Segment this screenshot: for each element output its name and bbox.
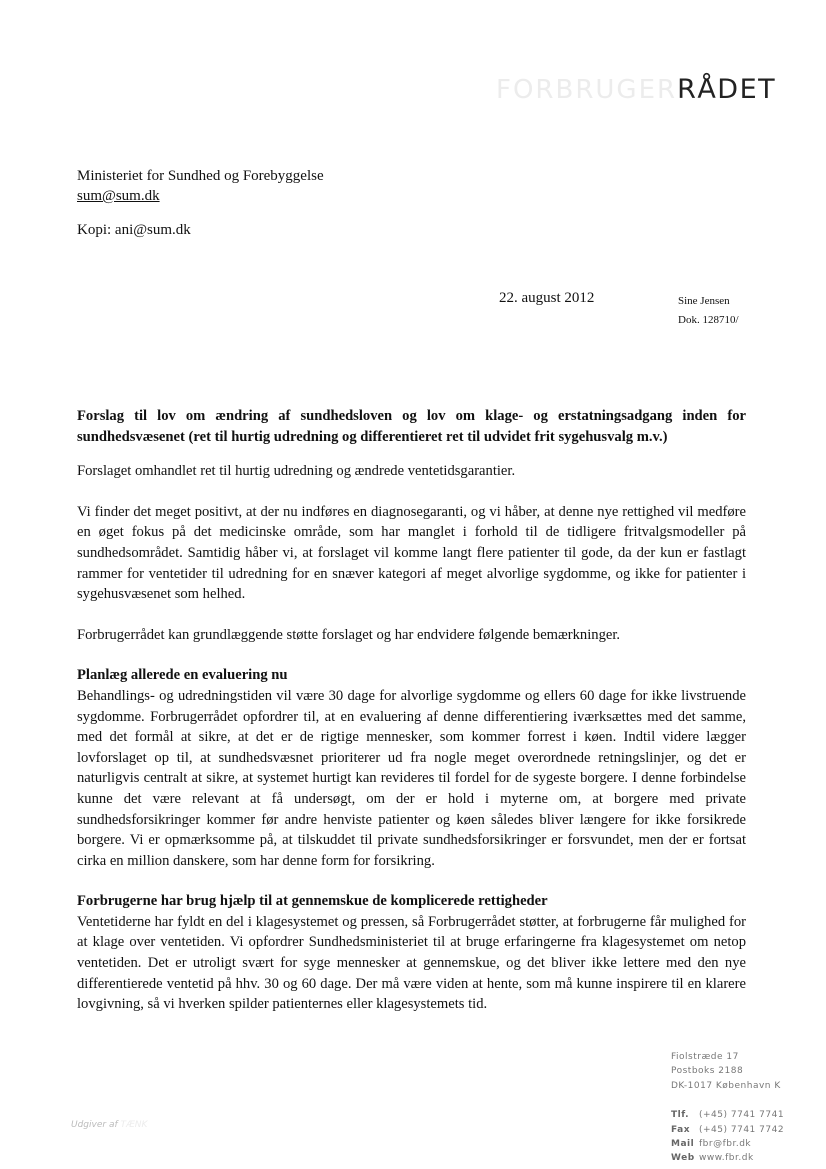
letter-body xyxy=(77,406,746,1035)
publisher-name: TÆNK xyxy=(120,1120,148,1130)
section-rights xyxy=(77,891,746,1015)
publisher-prefix: Udgiver af xyxy=(71,1120,118,1130)
paragraph-support: Forbrugerrådet kan grundlæggende støtte forslaget og har endvidere følgende bemærkninger. xyxy=(77,626,621,643)
section-evaluation xyxy=(77,665,746,871)
contact-footer xyxy=(671,1050,784,1166)
fax-line: Fax (+45) 7741 7742 xyxy=(671,1124,785,1135)
paragraph-intro: Forslaget omhandlet ret til hurtig udredning og ændrede ventetidsgarantier. xyxy=(77,463,516,480)
web-line: Web www.fbr.dk xyxy=(671,1153,754,1164)
section-body: Ventetiderne har fyldt en del i klagesystemet og pressen, så Forbrugerrådet støtter, at forbrugerne får mulighed for at klage over ventetiden. Vi opfordrer Sundhedsministeriet til at bruge erfaringerne fra klagesystemet om netop ventetiden. Det er utroligt svært for syge mennesker at gennemskue, og det bliver ikke lettere med den nye differentierede ventetid på hhv. 30 og 60 dage. Der må være viden at hente, som må kunne inspirere til en klarere lovgivning, så vi hverken spilder patienternes eller klagesystemets tid. xyxy=(77,913,746,1013)
recipient-email-link[interactable]: sum@sum.dk xyxy=(77,188,160,204)
address-postbox: Postboks 2188 xyxy=(671,1066,744,1077)
web-link[interactable]: www.fbr.dk xyxy=(699,1153,754,1164)
recipient-name: Ministeriet for Sundhed og Forebyggelse xyxy=(77,168,324,184)
copy-recipient: Kopi: ani@sum.dk xyxy=(77,222,191,238)
publisher-note xyxy=(71,1120,147,1130)
address-street: Fiolstræde 17 xyxy=(671,1052,739,1062)
mail-link[interactable]: fbr@fbr.dk xyxy=(699,1139,752,1150)
document-number: Dok. 128710/ xyxy=(678,314,739,326)
section-heading: Planlæg allerede en evaluering nu xyxy=(77,667,288,684)
forbrugerraadet-logo xyxy=(496,74,786,110)
logo-part-raadet: RÅDET xyxy=(677,74,777,105)
section-body: Behandlings- og udredningstiden vil være 30 dage for alvorlige sygdomme og ellers 60 dage for ikke livstruende sygdomme. Forbrugerrådet opfordrer til, at en evaluering af denne differentiering iværksættes med det samme, med det formål at sikre, at det er de rigtige mennesker, som kommer forrest i køen. Indtil videre lægger lovforslaget op til, at sundhedsvæsnet prioriterer ud fra nogle meget overordnede retningslinjer, og det er naturligvis centralt at sikre, at systemet hurtigt kan revideres til fordel for de sygeste borgere. I denne forbindelse kunne det være relevant at få undersøgt, om der er hold i myterne om, at borgere med private sundhedsforsikringer kommer før andre henviste patienter og køen således bliver længere for ikke forsikrede borgere. Vi er opmærksomme på, at tilskuddet til private sundhedsforsikringer er forsvundet, men der er fortsat cirka en million danskere, som har denne form for forsikring. xyxy=(77,687,746,869)
letter-date: 22. august 2012 xyxy=(499,290,595,306)
letter-title: Forslag til lov om ændring af sundhedsloven og lov om klage- og erstatningsadgang inden for sundhedsvæsenet (ret til hurtig udredning og differentieret ret til udvidet frit sygehusvalg m.v.) xyxy=(77,408,746,445)
logo-part-forbruger: FORBRUGER xyxy=(496,75,678,105)
document-meta xyxy=(678,292,739,330)
recipient-block xyxy=(77,166,324,206)
phone-line: Tlf. (+45) 7741 7741 xyxy=(671,1110,785,1121)
mail-line: Mail fbr@fbr.dk xyxy=(671,1139,752,1150)
section-heading: Forbrugerne har brug hjælp til at gennemskue de komplicerede rettigheder xyxy=(77,893,548,910)
paragraph-positive: Vi finder det meget positivt, at der nu indføres en diagnosegaranti, og vi håber, at denne nye rettighed vil medføre en øget fokus på det medicinske område, som har manglet i forhold til de tidligere fritvalgsmodeller på sundhedsområdet. Samtidig håber vi, at forslaget vil komme langt flere patienter til gode, da der kun er fastlagt rammer for ventetider til udredning for en snæver kategori af meget alvorlige sygdomme, og ikke for patienter i sygehusvæsenet som helhed. xyxy=(77,503,746,603)
author-name: Sine Jensen xyxy=(678,295,730,307)
address-city: DK-1017 København K xyxy=(671,1080,781,1091)
